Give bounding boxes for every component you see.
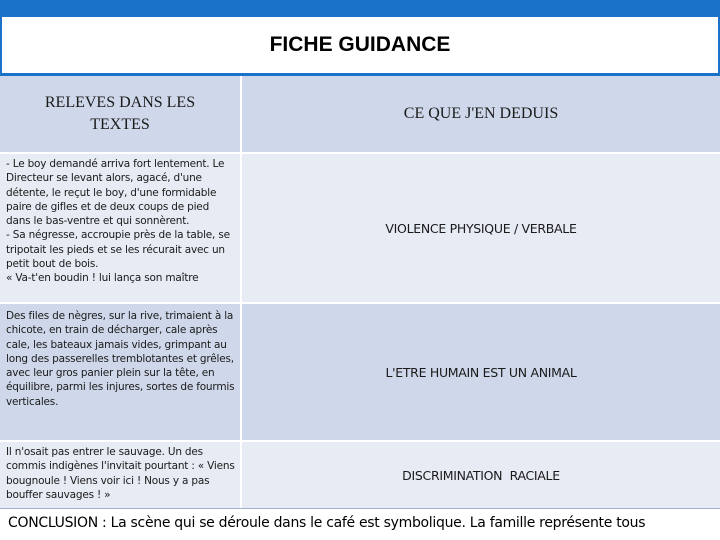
page-title: FICHE GUIDANCE — [2, 17, 718, 73]
conclusion-text — [0, 508, 720, 540]
row-1-quote: - Le boy demandé arriva fort lentement. Le Directeur se levant alors, agacé, d'une détente, le reçut le boy, d'une formidable paire de gifles et de deux coups de pied dans le bas-ventre et qui sonnèrent. - Sa négresse, accroupie près de la table, se tripotait les pieds et se les récurait avec un petit bout de bois. « Va-t'en boudin ! lui lança son maître — [0, 154, 240, 302]
conclusion-line: CONCLUSION : La scène qui se déroule dans le café est symbolique. La famille représente tous — [8, 515, 646, 531]
title-bar — [0, 0, 720, 76]
row-3-quote: Il n'osait pas entrer le sauvage. Un des commis indigènes l'invitait pourtant : « Viens bougnoule ! Viens voir ici ! Nous y a pas bouffer sauvages ! » — [0, 442, 240, 508]
guidance-table — [0, 76, 720, 508]
row-1-deduction: VIOLENCE PHYSIQUE / VERBALE — [242, 154, 720, 302]
row-3-deduction: DISCRIMINATION RACIALE — [242, 442, 720, 508]
row-2-deduction: L'ETRE HUMAIN EST UN ANIMAL — [242, 304, 720, 440]
header-releves: RELEVES DANS LES TEXTES — [0, 76, 240, 152]
header-deductions: CE QUE J'EN DEDUIS — [242, 76, 720, 152]
row-2-quote: Des files de nègres, sur la rive, trimaient à la chicote, en train de décharger, cale après cale, les bateaux jamais vides, grimpant au long des passerelles tremblotantes et grêles, avec leur gros panier plein sur la tête, en équilibre, parmi les injures, sortes de fourmis verticales. — [0, 304, 240, 440]
